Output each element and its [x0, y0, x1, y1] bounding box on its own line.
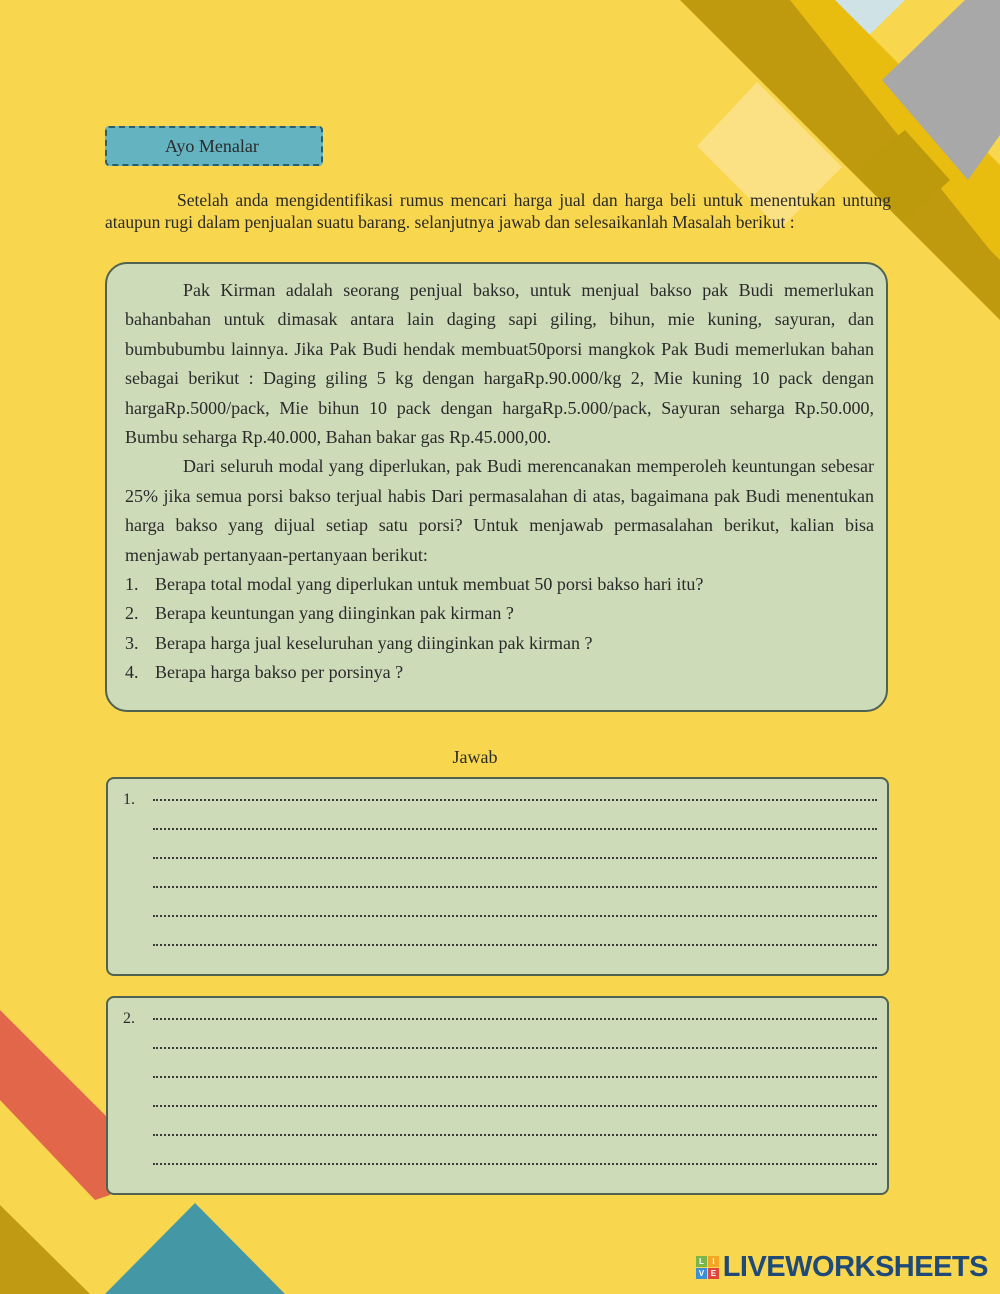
answer-box-1: [106, 777, 889, 976]
answer-line[interactable]: [153, 797, 877, 801]
problem-paragraph-2: Dari seluruh modal yang diperlukan, pak Budi merencanakan memperoleh keuntungan sebesar 25% jika semua porsi bakso terjual habis Dari permasalahan di atas, bagaimana pak Budi menentukan harga bakso yang dijual setiap satu porsi? Untuk menjawab permasalahan berikut, kalian bisa menjawab pertanyaan-pertanyaan berikut:: [125, 456, 874, 565]
question-item: 4. Berapa harga bakso per porsinya ?: [125, 662, 404, 683]
question-item: 2. Berapa keuntungan yang diinginkan pak kirman ?: [125, 603, 514, 624]
answer-number: 1.: [123, 791, 135, 808]
logo-cell: E: [708, 1268, 719, 1279]
answer-line[interactable]: [153, 855, 877, 859]
answer-line[interactable]: [153, 1045, 877, 1049]
intro-paragraph: [105, 189, 891, 233]
badge-label: Ayo Menalar: [165, 136, 259, 156]
answer-line[interactable]: [153, 1016, 877, 1020]
logo-cell: V: [696, 1268, 707, 1279]
answer-line[interactable]: [153, 826, 877, 830]
answer-line[interactable]: [153, 1132, 877, 1136]
decor-orange-stripe: [0, 1010, 110, 1200]
problem-box: [105, 262, 888, 712]
decor-olive-corner: [0, 1205, 90, 1294]
jawab-title: Jawab: [452, 747, 498, 767]
logo-cell: I: [708, 1256, 719, 1267]
question-list: [125, 570, 874, 688]
logo-cell: L: [696, 1256, 707, 1267]
answer-line[interactable]: [153, 1103, 877, 1107]
answer-line[interactable]: [153, 1161, 877, 1165]
answer-line[interactable]: [153, 1074, 877, 1078]
decor-teal-triangle: [105, 1203, 285, 1294]
intro-text: Setelah anda mengidentifikasi rumus mencari harga jual dan harga beli untuk menentukan untung ataupun rugi dalam penjualan suatu barang. selanjutnya jawab dan selesaikanlah Masalah berikut :: [105, 190, 891, 232]
problem-paragraph-1: Pak Kirman adalah seorang penjual bakso, untuk menjual bakso pak Budi memerlukan bahanbahan untuk dimasak antara lain daging sapi giling, bihun, mie kuning, sayuran, dan bumbubumbu lainnya. Jika Pak Budi hendak membuat50porsi mangkok Pak Budi memerlukan bahan sebagai berikut : Daging giling 5 kg dengan hargaRp.90.000/kg 2, Mie kuning 10 pack dengan hargaRp.5000/pack, Mie bihun 10 pack dengan hargaRp.5.000/pack, Sayuran seharga Rp.50.000, Bumbu seharga Rp.40.000, Bahan bakar gas Rp.45.000,00.: [125, 280, 874, 448]
liveworksheets-brand[interactable]: [696, 1251, 988, 1284]
answer-line[interactable]: [153, 913, 877, 917]
brand-name: LIVEWORKSHEETS: [722, 1251, 988, 1283]
question-item: 1. Berapa total modal yang diperlukan untuk membuat 50 porsi bakso hari itu?: [125, 574, 704, 595]
answer-number: 2.: [123, 1010, 135, 1027]
answer-box-2: [106, 996, 889, 1195]
answer-line[interactable]: [153, 942, 877, 946]
question-item: 3. Berapa harga jual keseluruhan yang diinginkan pak kirman ?: [125, 632, 593, 653]
liveworksheets-logo-icon: [696, 1256, 719, 1279]
answer-line[interactable]: [153, 884, 877, 888]
ayo-menalar-badge: [105, 126, 323, 166]
